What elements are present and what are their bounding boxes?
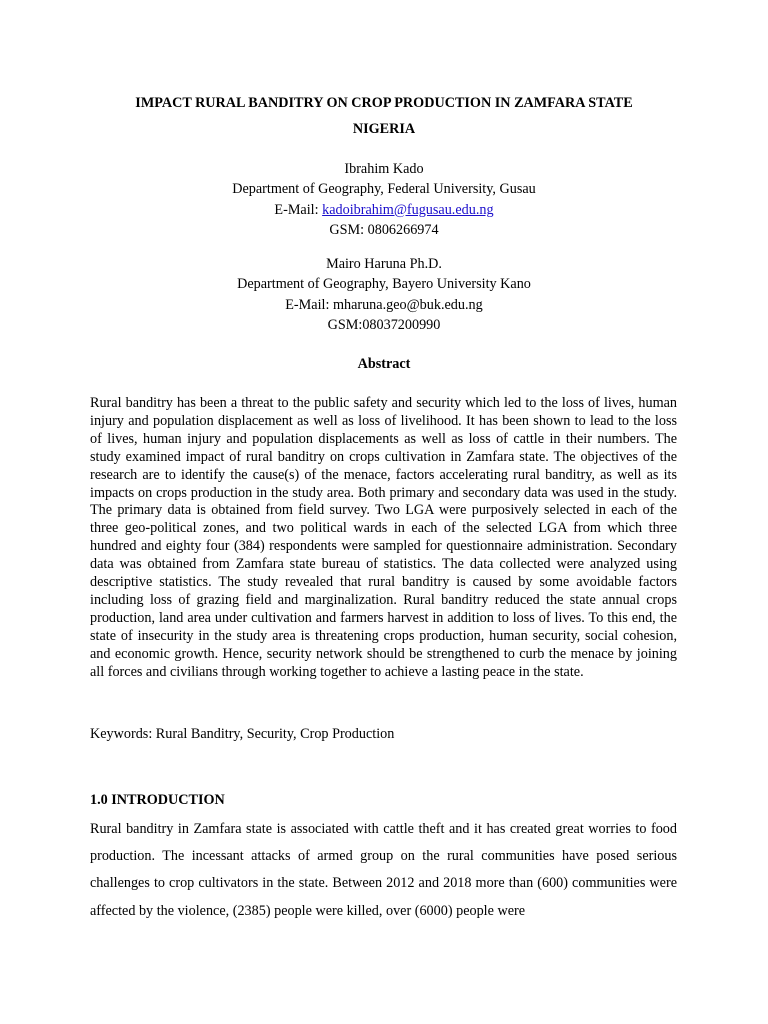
section-heading-introduction: 1.0 INTRODUCTION [90, 792, 225, 808]
author-affiliation: Department of Geography, Federal University, Gusau [232, 181, 536, 198]
title-line-2: NIGERIA [352, 121, 416, 137]
author-phone: GSM:08037200990 [327, 316, 441, 333]
author-block-2 [90, 254, 678, 335]
author-name: Ibrahim Kado [344, 161, 424, 177]
keywords: Keywords: Rural Banditry, Security, Crop Production [90, 726, 395, 742]
author-email-line: E-Mail: mharuna.geo@buk.edu.ng [285, 296, 483, 313]
author-phone: GSM: 0806266974 [329, 221, 439, 238]
abstract-heading: Abstract [357, 356, 411, 372]
author-name: Mairo Haruna Ph.D. [326, 256, 442, 272]
email-label: E-Mail: [274, 201, 323, 218]
author-email-line [90, 200, 678, 220]
author-email-link[interactable]: kadoibrahim@fugusau.edu.ng [322, 201, 494, 218]
introduction-text: Rural banditry in Zamfara state is associated with cattle theft and it has created great worries to food production. The incessant attacks of armed group on the rural communities have posed serious challenges to crop cultivators in the state. Between 2012 and 2018 more than (600) communities were affected by the violence, (2385) people were killed, over (6000) people were [90, 821, 677, 919]
abstract-text: Rural banditry has been a threat to the public safety and security which led to the loss of lives, human injury and population displacement as well as loss of livelihood. It has been shown to lead to the loss of lives, human injury and population displacements as well as loss of cattle in their numbers. The study examined impact of rural banditry on crops cultivation in Zamfara state. The objectives of the research are to identify the cause(s) of the menace, factors accelerating rural banditry, as well as its impacts on crops production in the study area. Both primary and secondary data was used in the study. The primary data is obtained from field survey. Two LGA were purposively selected in each of the three geo-political zones, and two political wards in each of the selected LGA from which three hundred and eighty four (384) respondents were sampled for questionnaire administration. Secondary data was obtained from Zamfara state bureau of statistics. The data collected were analyzed using descriptive statistics. The study revealed that rural banditry is caused by some avoidable factors including loss of grazing field and marginalization. Rural banditry reduced the state annual crops production, land area under cultivation and farmers harvest in addition to loss of lives. To this end, the state of insecurity in the study area is threatening crops production, human security, social cohesion, and economic growth. Hence, security network should be strengthened to curb the menace by joining all forces and civilians through working together to achieve a lasting peace in the state. [90, 395, 677, 680]
paper-title [90, 90, 678, 142]
author-affiliation: Department of Geography, Bayero University Kano [237, 276, 531, 293]
title-line-1: IMPACT RURAL BANDITRY ON CROP PRODUCTION IN ZAMFARA STATE [135, 95, 633, 111]
author-block-1 [90, 159, 678, 240]
